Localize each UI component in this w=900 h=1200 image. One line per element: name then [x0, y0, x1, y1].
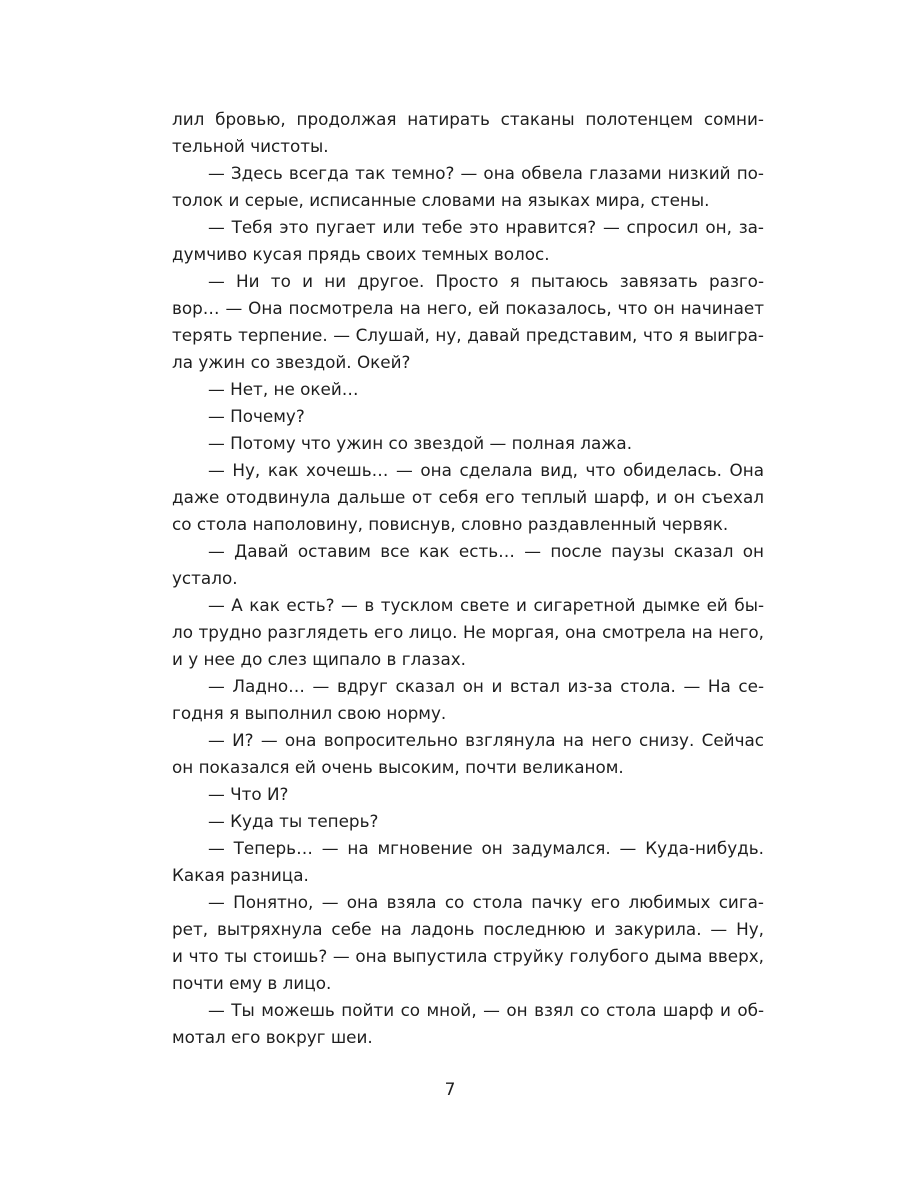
text-line: — Почему?: [208, 406, 305, 426]
text-line: — Ладно… — вдруг сказал он и встал из-за стола. — На се-: [208, 676, 764, 696]
text-line: Какая разница.: [172, 865, 309, 885]
body-text: [172, 106, 764, 1051]
text-line: толок и серые, исписанные словами на языках мира, стены.: [172, 190, 710, 210]
text-line: он показался ей очень высоким, почти великаном.: [172, 757, 624, 777]
text-line: — Ну, как хочешь… — она сделала вид, что обиделась. Она: [208, 460, 764, 480]
text-line: — А как есть? — в тусклом свете и сигаретной дымке ей бы-: [208, 595, 764, 615]
text-line: — Потому что ужин со звездой — полная лажа.: [208, 433, 633, 453]
text-line: думчиво кусая прядь своих темных волос.: [172, 244, 550, 264]
text-line: — Теперь… — на мгновение он задумался. — Куда-нибудь.: [208, 838, 764, 858]
text-line: лил бровью, продолжая натирать стаканы полотенцем сомни-: [172, 109, 764, 129]
text-line: годня я выполнил свою норму.: [172, 703, 447, 723]
text-line: устало.: [172, 568, 238, 588]
text-line: — Давай оставим все как есть… — после паузы сказал он: [208, 541, 764, 561]
text-line: — Здесь всегда так темно? — она обвела глазами низкий по-: [208, 163, 764, 183]
text-line: и у нее до слез щипало в глазах.: [172, 649, 467, 669]
text-line: — Нет, не окей…: [208, 379, 359, 399]
text-line: вор… — Она посмотрела на него, ей показалось, что он начинает: [172, 298, 764, 318]
page-number: 7: [444, 1080, 456, 1100]
text-line: — Понятно, — она взяла со стола пачку его любимых сига-: [208, 892, 764, 912]
text-line: — Ни то и ни другое. Просто я пытаюсь завязать разго-: [208, 271, 764, 291]
text-line: — Тебя это пугает или тебе это нравится? — спросил он, за-: [208, 217, 764, 237]
text-line: — И? — она вопросительно взглянула на него снизу. Сейчас: [208, 730, 764, 750]
text-line: — Что И?: [208, 784, 289, 804]
text-line: ла ужин со звездой. Окей?: [172, 352, 411, 372]
text-line: почти ему в лицо.: [172, 973, 332, 993]
text-line: — Куда ты теперь?: [208, 811, 379, 831]
text-line: рет, вытряхнула себе на ладонь последнюю и закурила. — Ну,: [172, 919, 764, 939]
text-line: мотал его вокруг шеи.: [172, 1027, 373, 1047]
text-line: ло трудно разглядеть его лицо. Не моргая, она смотрела на него,: [172, 622, 764, 642]
text-line: и что ты стоишь? — она выпустила струйку голубого дыма вверх,: [172, 946, 764, 966]
text-line: даже отодвинула дальше от себя его теплый шарф, и он съехал: [172, 487, 764, 507]
text-line: терять терпение. — Слушай, ну, давай представим, что я выигра-: [172, 325, 764, 345]
text-line: со стола наполовину, повиснув, словно раздавленный червяк.: [172, 514, 729, 534]
text-line: — Ты можешь пойти со мной, — он взял со стола шарф и об-: [208, 1000, 764, 1020]
text-line: тельной чистоты.: [172, 136, 329, 156]
